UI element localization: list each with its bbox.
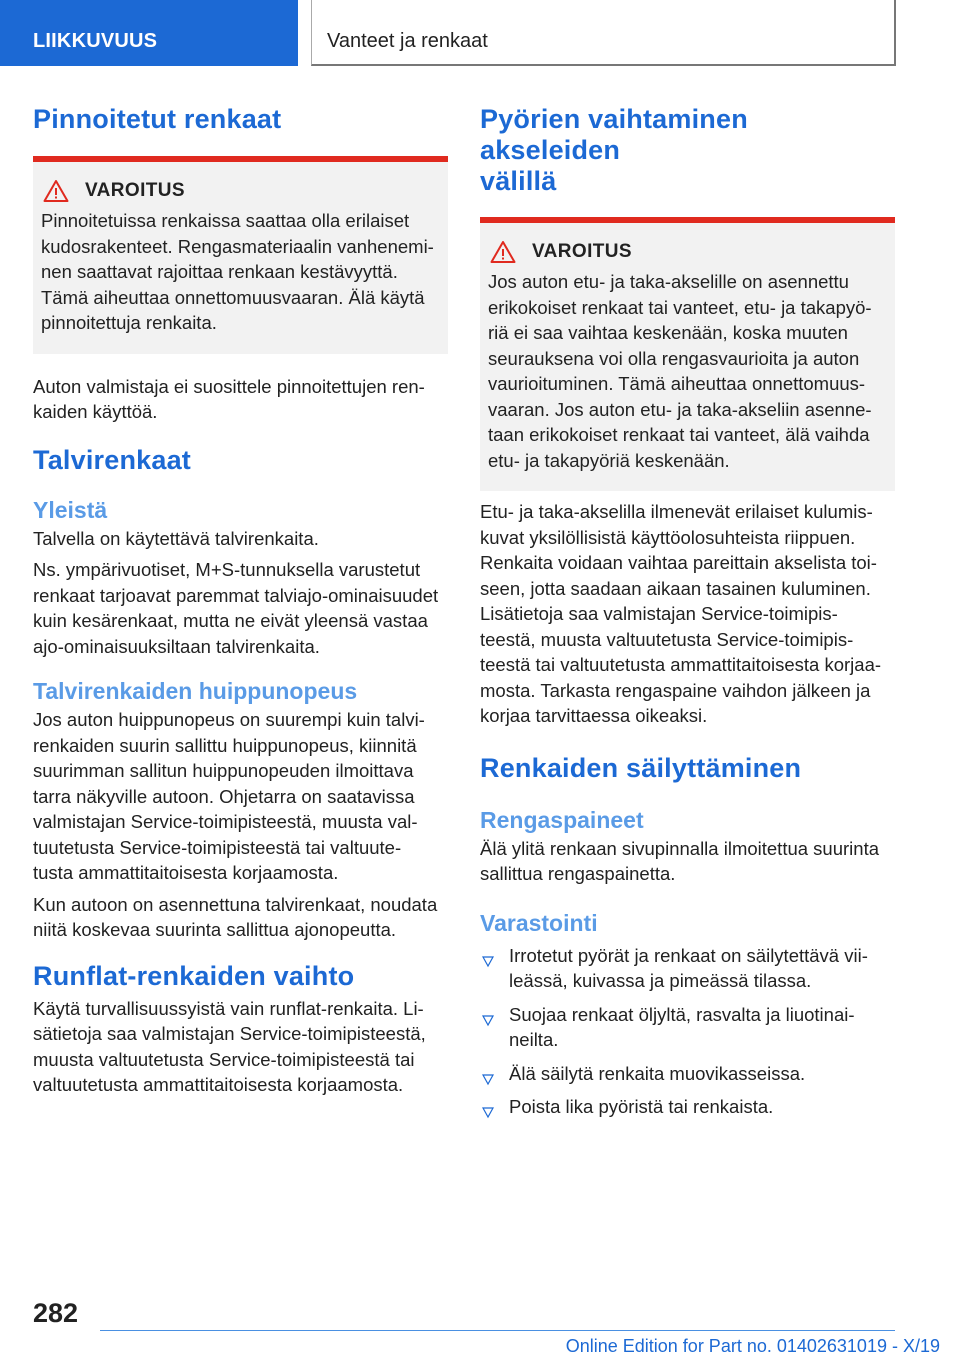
- paragraph-top-speed-1: Jos auton huippunopeus on suurempi kuin talvi- renkaiden suurin sallittu huippunopeus, kiinnitä suurimman sallitun huippunopeuden ilmoittava tarra näkyville autoon. Ohjetarra on saatavissa valmistajan Service-toimipisteestä, muusta val- tuutetusta Service-toimipisteestä tai valtuute- tusta ammattitaitoisesta korjaamosta.: [33, 709, 425, 883]
- section-tab: LIIKKUVUUS: [0, 0, 298, 66]
- warning-title: VAROITUS: [532, 241, 632, 262]
- warning-title: VAROITUS: [85, 180, 185, 201]
- warning-text: Pinnoitetuissa renkaissa saattaa olla erilaiset kudosrakenteet. Rengasmateriaalin vanhenemi- nen saattavat rajoittaa renkaan kestävyyttä. Tämä aiheuttaa onnettomuusvaaran. Älä käytä pinnoitettuja renkaita.: [41, 210, 434, 333]
- warning-triangle-icon: [490, 240, 516, 264]
- bullet-triangle-icon: [482, 1067, 494, 1079]
- footer-divider: [100, 1330, 895, 1331]
- left-column: [33, 96, 448, 1098]
- paragraph-coated: Auton valmistaja ei suosittele pinnoitettujen ren- kaiden käyttöä.: [33, 375, 425, 422]
- heading-winter-tyres: Talvirenkaat: [33, 444, 191, 475]
- warning-box-swap: [480, 217, 895, 491]
- list-item: Älä säilytä renkaita muovikasseissa.: [480, 1061, 895, 1087]
- warning-box-coated: [33, 156, 448, 354]
- page-number: 282: [33, 1298, 79, 1328]
- paragraph-runflat: Käytä turvallisuussyistä vain runflat-renkaita. Li- sätietoja saa valmistajan Service-toimipisteestä, muusta valtuutetusta Service-toimipisteestä tai valtuutetusta ammattitaitoisesta korjaamosta.: [33, 997, 426, 1095]
- heading-coated-tyres: Pinnoitetut renkaat: [33, 104, 282, 134]
- heading-top-speed: Talvirenkaiden huippunopeus: [33, 678, 358, 704]
- heading-wheel-swap: Pyörien vaihtaminen akseleiden välillä: [480, 104, 748, 196]
- paragraph-wheel-swap: Etu- ja taka-akselilla ilmenevät erilaiset kulumis- kuvat yksilöllisistä käyttöolosuhteista riippuen. Renkaita voidaan vaihtaa pareittain akselista toi- seen, jotta saadaan aikaan tasainen kuluminen. Lisätietoja saa valmistajan Service-toimipis- teestä, muusta valtuutetusta Service-toimipis- teestä tai valtuutetusta ammattitaitoisesta korjaa- mosta. Tarkasta rengaspaine vaihdon jälkeen ja korjaa tarvittaessa oikeaksi.: [480, 501, 882, 726]
- page-header: [0, 0, 960, 66]
- bullet-triangle-icon: [482, 1100, 494, 1112]
- page-footer: [0, 1290, 960, 1362]
- chapter-title: Vanteet ja renkaat: [311, 0, 896, 66]
- warning-header: [488, 240, 887, 264]
- edition-note: Online Edition for Part no. 01402631019 - X/19: [565, 1336, 940, 1356]
- warning-text: Jos auton etu- ja taka-akselille on asennettu erikokoiset renkaat tai vanteet, etu- ja takapyö- riä ei saa vaihtaa keskenään, koska muuten seurauksena voi olla rengasvaurioita ja auton vaurioituminen. Tämä aiheuttaa onnettomuus- vaaran. Jos auton etu- ja taka-akseliin asenne- taan erikokoiset renkaat tai vanteet, älä vaihda etu- ja takapyöriä keskenään.: [488, 271, 872, 471]
- list-item: Poista lika pyöristä tai renkaista.: [480, 1094, 895, 1120]
- list-item: Suojaa renkaat öljyltä, rasvalta ja liuotinai- neilta.: [480, 1002, 895, 1053]
- list-item: Irrotetut pyörät ja renkaat on säilytettävä vii- leässä, kuivassa ja pimeässä tilassa.: [480, 943, 895, 994]
- warning-header: [41, 179, 440, 203]
- bullet-triangle-icon: [482, 1008, 494, 1020]
- heading-tyre-pressure: Rengaspaineet: [480, 806, 644, 833]
- right-column: [480, 96, 895, 1128]
- heading-storing: Varastointi: [480, 909, 598, 936]
- paragraph-top-speed-2: Kun autoon on asennettuna talvirenkaat, noudata niitä koskevaa suurinta sallittua ajonopeutta.: [33, 893, 438, 940]
- heading-tyre-storage: Renkaiden säilyttäminen: [480, 752, 802, 783]
- warning-triangle-icon: [43, 179, 69, 203]
- heading-general: Yleistä: [33, 496, 108, 523]
- bullet-triangle-icon: [482, 949, 494, 961]
- storage-list: [480, 943, 895, 1120]
- paragraph-tyre-pressure: Älä ylitä renkaan sivupinnalla ilmoitettua suurinta sallittua rengaspainetta.: [480, 837, 879, 884]
- paragraph-general-2: Ns. ympärivuotiset, M+S-tunnuksella varustetut renkaat tarjoavat paremmat talviajo-ominaisuudet kuin kesärenkaat, mutta ne eivät yleensä vastaa ajo-ominaisuuksiltaan talvirenkaita.: [33, 559, 439, 657]
- heading-runflat: Runflat-renkaiden vaihto: [33, 960, 355, 991]
- paragraph-general-1: Talvella on käytettävä talvirenkaita.: [33, 527, 319, 549]
